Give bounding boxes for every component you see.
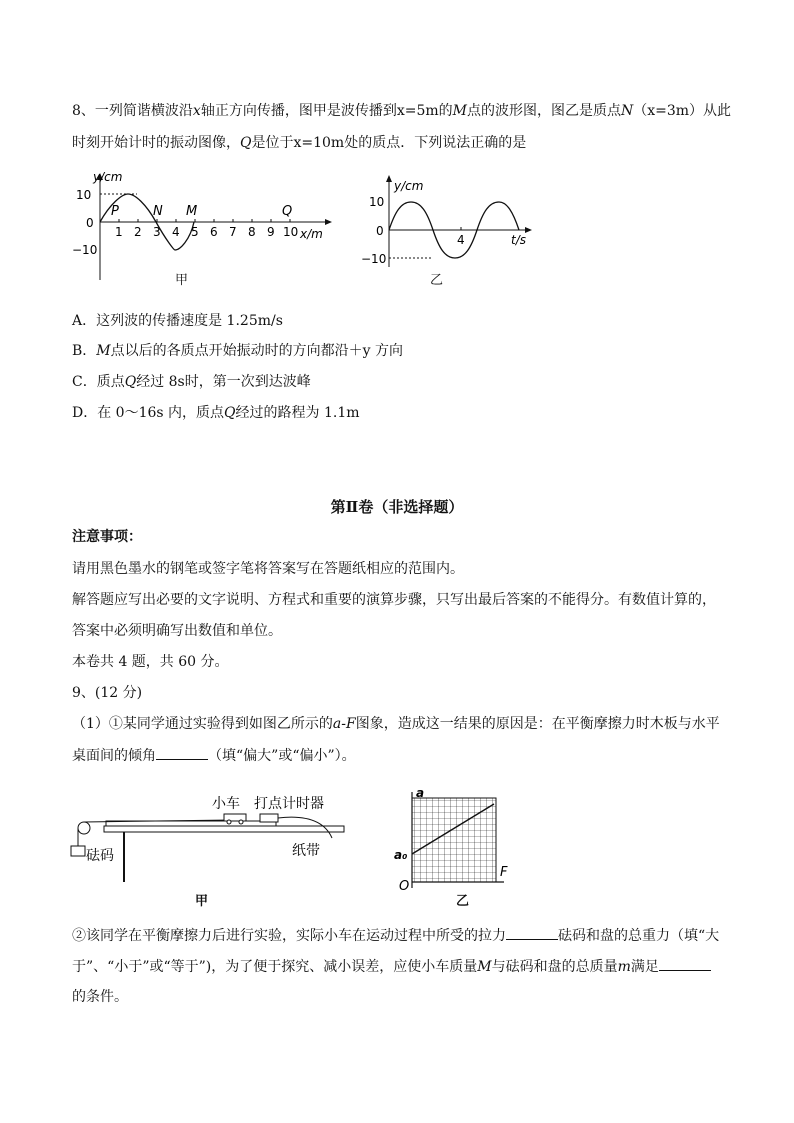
tape-label: 纸带 — [292, 843, 320, 859]
q9-line: 的条件。 — [72, 989, 128, 1005]
y-tick-label: −10 — [361, 252, 387, 266]
point-N-label: N — [153, 204, 163, 219]
weight-block — [71, 846, 85, 856]
option-text: B． — [72, 343, 97, 359]
x-tick-label: 2 — [134, 225, 142, 239]
answer-blank[interactable] — [506, 925, 558, 940]
q9-line — [72, 925, 719, 946]
y-tick-label: −10 — [72, 243, 98, 257]
option-c — [72, 372, 311, 392]
F-axis-label: F — [500, 865, 508, 880]
x-tick-label: 5 — [191, 225, 199, 239]
vibration-figure-yi — [355, 172, 535, 272]
notice-line: 答案中必须明确写出数值和单位。 — [72, 623, 282, 639]
y-tick-label: 10 — [369, 195, 385, 209]
figure-caption-yi: 乙 — [430, 273, 444, 288]
x-tick-label: 4 — [172, 225, 180, 239]
x-tick-label: 3 — [153, 225, 161, 239]
x-tick-label: 8 — [248, 225, 256, 239]
origin-label: O — [399, 879, 410, 894]
option-a: A．这列波的传播速度是 1.25m/s — [72, 313, 283, 329]
q8-line2 — [72, 133, 526, 153]
q9-text: ②该同学在平衡摩擦力后进行实验，实际小车在运动过程中所受的拉力 — [72, 928, 506, 944]
y-tick-label: 0 — [86, 216, 94, 230]
q9-text: 桌面间的倾角 — [72, 748, 156, 764]
answer-blank[interactable] — [156, 745, 208, 760]
t-axis-arrow — [525, 227, 532, 233]
x-axis-label: x/m — [300, 227, 323, 241]
y-tick-label: 0 — [376, 224, 384, 238]
q9-text: 与砝码和盘的总质量 — [491, 959, 618, 975]
q9-text: 图象，造成这一结果的原因是：在平衡摩擦力时木板与水平 — [355, 716, 720, 732]
y-axis-label: y/cm — [394, 179, 424, 193]
q8-text: 8、一列简谐横波沿 — [72, 103, 193, 119]
option-text: 点以后的各质点开始振动时的方向都沿＋y 方向 — [110, 343, 403, 359]
option-b — [72, 341, 403, 361]
a-axis-label: a — [416, 788, 425, 800]
option-text: D．在 0～16s 内，质点 — [72, 405, 225, 421]
t-tick-label: 4 — [457, 233, 465, 247]
x-tick-label: 6 — [210, 225, 218, 239]
q8-text: 是位于 — [251, 135, 294, 151]
option-var: Q — [224, 405, 236, 421]
notice-title: 注意事项： — [72, 529, 142, 545]
q8-value: x=5m — [396, 103, 439, 119]
q8-text: 时刻开始计时的振动图像， — [72, 135, 240, 151]
option-text: C．质点 — [72, 374, 125, 390]
cart-wheel — [227, 820, 231, 824]
answer-blank[interactable] — [659, 956, 711, 971]
wave-figure-jia — [70, 170, 340, 290]
q8-text: 点的波形图，图乙是质点 — [466, 103, 621, 119]
q8-value: x=10m — [293, 135, 345, 151]
q8-var: Q — [240, 135, 252, 151]
aF-graph — [390, 788, 520, 898]
q8-var: N — [620, 103, 634, 119]
q9-var: m — [617, 959, 631, 975]
q9-var: M — [477, 959, 492, 975]
y-axis-arrow — [386, 175, 392, 182]
ticker-timer — [260, 814, 278, 822]
point-Q-label: Q — [282, 204, 293, 219]
y-axis-label: y/cm — [93, 170, 123, 184]
timer-label: 打点计时器 — [254, 796, 324, 812]
x-tick-label: 10 — [283, 225, 299, 239]
q9-line — [72, 714, 720, 734]
y-tick-label: 10 — [76, 188, 92, 202]
cart-wheel — [239, 820, 243, 824]
q9-var: a-F — [332, 716, 356, 732]
q9-line — [72, 745, 356, 766]
cart — [224, 814, 246, 821]
option-text: 经过的路程为 1.1m — [235, 405, 360, 421]
option-d — [72, 403, 360, 423]
option-var: Q — [124, 374, 137, 390]
a0-label: a₀ — [394, 848, 408, 862]
q8-var: x — [192, 103, 201, 119]
cart-label: 小车 — [212, 796, 240, 812]
point-P-label: P — [111, 204, 119, 219]
q8-var: M — [452, 103, 467, 119]
x-tick-label: 1 — [115, 225, 123, 239]
option-var: M — [96, 343, 111, 359]
notice-line: 本卷共 4 题，共 60 分。 — [72, 654, 229, 670]
q9-line — [72, 956, 711, 977]
q8-text: 轴正方向传播，图甲是波传播到 — [200, 103, 397, 119]
q9-text: 满足 — [630, 959, 659, 975]
weight-label: 砝码 — [86, 848, 114, 864]
pulley — [78, 822, 90, 834]
option-text: 经过 8s时，第一次到达波峰 — [136, 374, 311, 390]
q8-text: 处的质点．下列说法正确的是 — [344, 135, 527, 151]
q8-line1 — [72, 101, 731, 121]
x-axis-arrow — [325, 219, 332, 225]
apparatus-figure — [64, 790, 364, 900]
figure-caption-aF: 乙 — [456, 894, 470, 909]
q9-text: 砝码和盘的总重力（填“大 — [558, 928, 720, 944]
q9-text: （填“偏大”或“偏小”）。 — [208, 748, 356, 764]
figure-caption-apparatus: 甲 — [195, 894, 209, 909]
q8-text: 的 — [438, 103, 453, 119]
figure-caption-jia: 甲 — [175, 273, 189, 288]
x-tick-label: 7 — [229, 225, 237, 239]
point-M-label: M — [186, 204, 198, 219]
t-axis-label: t/s — [511, 233, 526, 247]
table-board — [104, 826, 344, 832]
q9-header: 9、(12 分) — [72, 685, 143, 701]
x-tick-label: 9 — [267, 225, 275, 239]
q9-text: （1）①某同学通过实验得到如图乙所示的 — [72, 716, 333, 732]
q8-text: （x=3m）从此 — [633, 103, 732, 119]
section-title: 第Ⅱ卷（非选择题） — [330, 498, 464, 516]
notice-line: 解答题应写出必要的文字说明、方程式和重要的演算步骤，只写出最后答案的不能得分。有数值计算的， — [72, 592, 716, 608]
q9-text: 于”、“小于”或“等于”)，为了便于探究、减小误差，应使小车质量 — [72, 959, 478, 975]
notice-line: 请用黑色墨水的钢笔或签字笔将答案写在答题纸相应的范围内。 — [72, 561, 464, 577]
